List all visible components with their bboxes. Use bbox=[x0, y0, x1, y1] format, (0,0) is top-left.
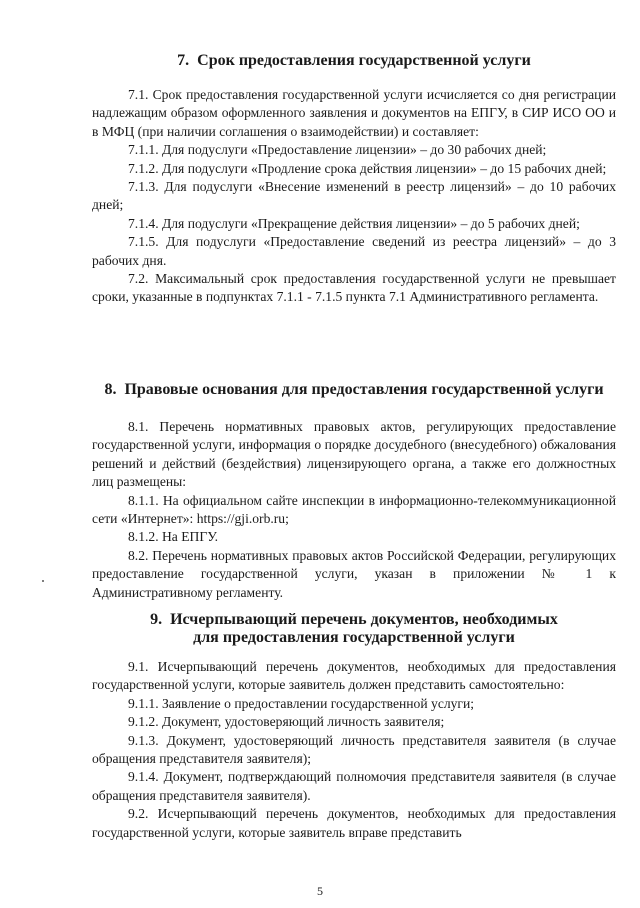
paragraph-7-1-3: 7.1.3. Для подуслуги «Внесение изменений в реестр лицензий» – до 10 рабочих дней; bbox=[92, 179, 616, 213]
paragraph-7-1-1: 7.1.1. Для подуслуги «Предоставление лицензии» – до 30 рабочих дней; bbox=[128, 142, 547, 158]
page-number: 5 bbox=[317, 884, 323, 898]
section-8-body bbox=[92, 418, 616, 602]
paragraph-9-1-2: 9.1.2. Документ, удостоверяющий личность заявителя; bbox=[128, 714, 445, 730]
section-9-heading bbox=[92, 611, 616, 648]
section-8-title: Правовые основания для предоставления государственной услуги bbox=[124, 381, 604, 398]
section-7-body bbox=[92, 86, 616, 307]
section-7-title: Срок предоставления государственной услуги bbox=[197, 52, 531, 69]
paragraph-7-1: 7.1. Срок предоставления государственной услуги исчисляется со дня регистрации надлежащим образом оформленного заявления и документов на ЕПГУ, в СИР ИСО ОО и в МФЦ (при наличии соглашения о взаимодействии) и составляет: bbox=[92, 87, 616, 139]
section-9-number: 9. bbox=[150, 611, 163, 628]
paragraph-8-2: 8.2. Перечень нормативных правовых актов Российской Федерации, регулирующих предоставление государственной услуги, указан в приложении № 1 к Административному регламенту. bbox=[92, 547, 616, 600]
section-8-heading bbox=[92, 381, 616, 399]
paragraph-9-1-4: 9.1.4. Документ, подтверждающий полномочия представителя заявителя (в случае обращения представителя заявителя). bbox=[92, 769, 616, 803]
paragraph-8-1: 8.1. Перечень нормативных правовых актов, регулирующих предоставление государственной услуги, информация о порядке досудебного (внесудебного) обжалования решений и действий (бездействия) лицензирующего органа, а также его должностных лиц размещены: bbox=[92, 419, 616, 490]
section-7-number: 7. bbox=[177, 52, 190, 69]
section-8-number: 8. bbox=[104, 381, 117, 398]
section-9-body bbox=[92, 658, 616, 842]
paragraph-8-1-1: 8.1.1. На официальном сайте инспекции в информационно-телекоммуникационной сети «Интернет»: https://gji.orb.ru; bbox=[92, 492, 616, 527]
paragraph-9-2: 9.2. Исчерпывающий перечень документов, необходимых для предоставления государственной услуги, которые заявитель вправе представить bbox=[92, 806, 616, 840]
paragraph-7-1-2: 7.1.2. Для подуслуги «Продление срока действия лицензии» – до 15 рабочих дней; bbox=[128, 160, 607, 176]
paragraph-9-1-1: 9.1.1. Заявление о предоставлении государственной услуги; bbox=[128, 695, 475, 711]
section-9-title-line-1: Исчерпывающий перечень документов, необходимых bbox=[170, 611, 558, 628]
scan-speck bbox=[42, 580, 44, 582]
paragraph-7-1-5: 7.1.5. Для подуслуги «Предоставление сведений из реестра лицензий» – до 3 рабочих дня. bbox=[92, 234, 616, 268]
paragraph-9-1: 9.1. Исчерпывающий перечень документов, необходимых для предоставления государственной услуги, которые заявитель должен представить самостоятельно: bbox=[92, 659, 616, 693]
paragraph-8-1-2: 8.1.2. На ЕПГУ. bbox=[128, 529, 219, 545]
paragraph-9-1-3: 9.1.3. Документ, удостоверяющий личность представителя заявителя (в случае обращения представителя заявителя); bbox=[92, 732, 616, 767]
paragraph-7-1-4: 7.1.4. Для подуслуги «Прекращение действия лицензии» – до 5 рабочих дней; bbox=[128, 215, 580, 231]
paragraph-7-2: 7.2. Максимальный срок предоставления государственной услуги не превышает сроки, указанные в подпунктах 7.1.1 - 7.1.5 пункта 7.1 Административного регламента. bbox=[92, 271, 616, 305]
section-7-heading bbox=[92, 52, 616, 70]
section-9-title-line-2: для предоставления государственной услуги bbox=[193, 629, 515, 647]
